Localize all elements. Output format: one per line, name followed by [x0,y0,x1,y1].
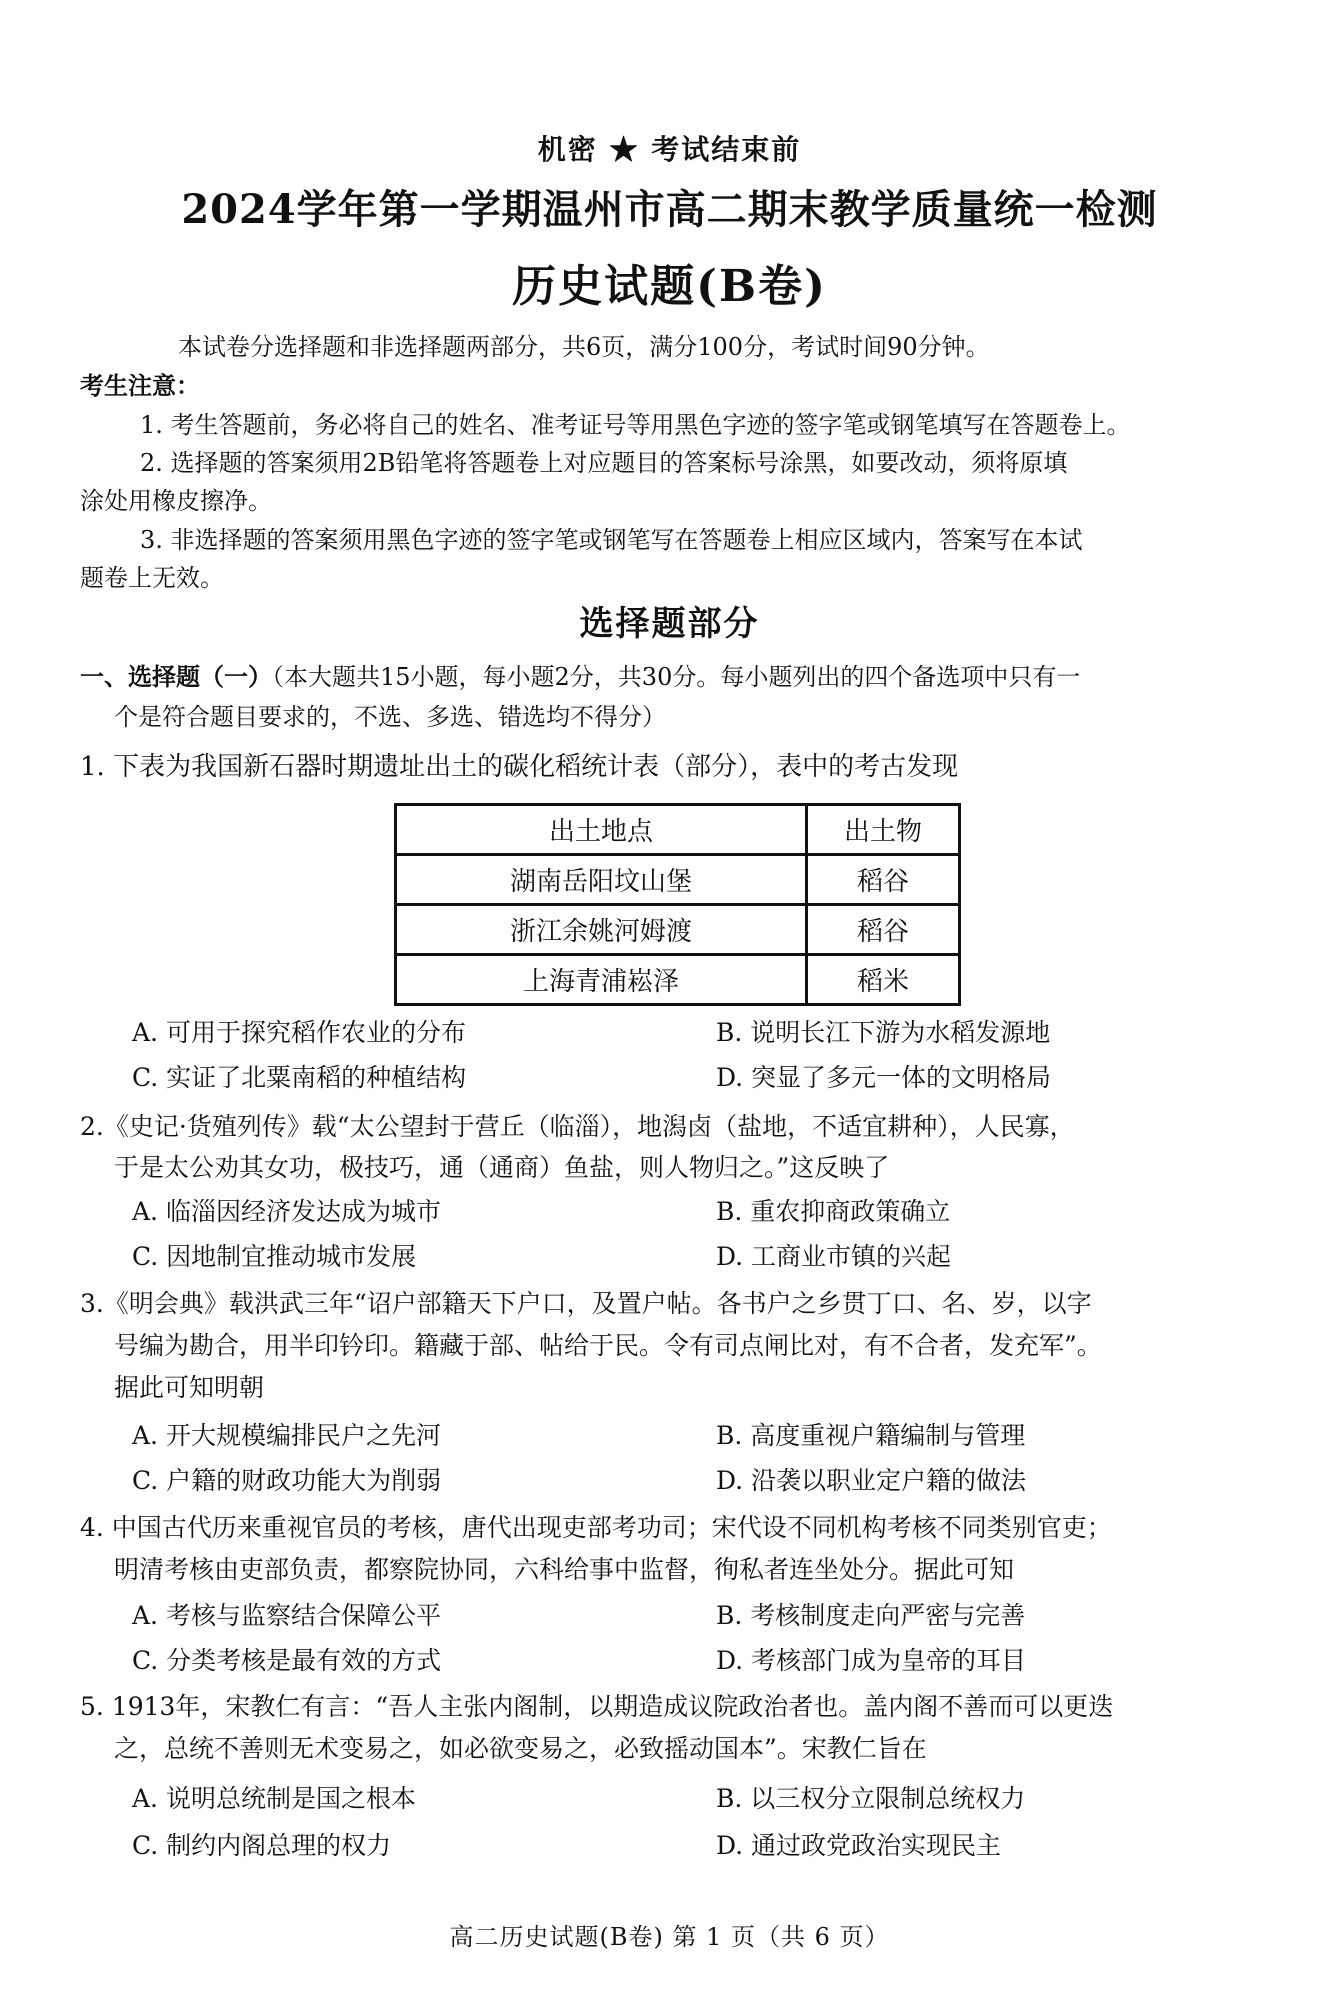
q5-option-d: D. 通过政党政治实现民主 [716,1831,1002,1860]
q4-option-d: D. 考核部门成为皇帝的耳目 [716,1646,1027,1675]
q2-option-a: A. 临淄因经济发达成为城市 [132,1197,441,1226]
q3-option-d: D. 沿袭以职业定户籍的做法 [716,1466,1027,1495]
part-description: （本大题共15小题，每小题2分，共30分。每小题列出的四个备选项中只有一 [272,663,1081,691]
table-row [396,905,960,955]
q3-stem-line2: 号编为勘合，用半印钤印。籍藏于部、帖给于民。令有司点闸比对，有不合者，发充军”。 [114,1331,1102,1360]
q2-stem-line2: 于是太公劝其女功，极技巧，通（通商）鱼盐，则人物归之。”这反映了 [114,1153,890,1182]
q4-stem-line1: 4. 中国古代历来重视官员的考核，唐代出现吏部考功司；宋代设不同机构考核不同类别官吏； [80,1513,1112,1542]
table-row [396,955,960,1005]
table-row [396,855,960,905]
exam-intro: 本试卷分选择题和非选择题两部分，共6页，满分100分，考试时间90分钟。 [178,333,990,361]
q5-stem-line2: 之，总统不善则无术变易之，如必欲变易之，必致摇动国本”。宋教仁旨在 [114,1734,927,1763]
exam-title: 2024学年第一学期温州市高二期末教学质量统一检测 [181,186,1158,233]
notice-heading: 考生注意： [80,371,200,400]
q2-stem-line1: 2.《史记·货殖列传》载“太公望封于营丘（临淄），地潟卤（盐地，不适宜耕种），人民寡， [80,1112,1075,1141]
q3-stem-line3: 据此可知明朝 [114,1373,265,1402]
table-cell: 浙江余姚河姆渡 [396,905,807,955]
q1-table [394,803,961,1006]
table-header-row [396,805,960,855]
q3-stem-line1: 3.《明会典》载洪武三年“诏户部籍天下户口，及置户帖。各书户之乡贯丁口、名、岁，以字 [80,1289,1092,1318]
table-header: 出土物 [807,805,960,855]
table-cell: 上海青浦崧泽 [396,955,807,1005]
confidential-label: 机密 ★ 考试结束前 [537,133,802,166]
q3-option-c: C. 户籍的财政功能大为削弱 [132,1466,442,1495]
part-label: 一、选择题（一） [80,662,272,691]
notice-item-2-line1: 2. 选择题的答案须用2B铅笔将答题卷上对应题目的答案标号涂黑，如要改动，须将原填 [140,449,1068,477]
table-cell: 稻谷 [807,905,960,955]
q4-option-c: C. 分类考核是最有效的方式 [132,1646,442,1675]
part-description-line2: 个是符合题目要求的，不选、多选、错选均不得分） [114,703,666,731]
q1-option-a: A. 可用于探究稻作农业的分布 [132,1018,466,1047]
q5-stem-line1: 5. 1913年，宋教仁有言：“吾人主张内阁制，以期造成议院政治者也。盖内阁不善而可以更迭 [80,1692,1114,1721]
notice-item-2-line2: 涂处用橡皮擦净。 [80,487,272,515]
q1-stem: 1. 下表为我国新石器时期遗址出土的碳化稻统计表（部分），表中的考古发现 [80,752,959,782]
table-header: 出土地点 [396,805,807,855]
q3-option-a: A. 开大规模编排民户之先河 [132,1421,441,1450]
q4-option-a: A. 考核与监察结合保障公平 [132,1601,441,1630]
part-heading [80,657,1080,692]
section-title: 选择题部分 [579,604,760,644]
q4-option-b: B. 考核制度走向严密与完善 [716,1601,1026,1630]
q2-option-c: C. 因地制宜推动城市发展 [132,1242,417,1271]
page-footer: 高二历史试题(B卷) 第 1 页（共 6 页） [449,1923,890,1951]
notice-item-1: 1. 考生答题前，务必将自己的姓名、准考证号等用黑色字迹的签字笔或钢笔填写在答题卷上。 [140,411,1131,439]
q4-stem-line2: 明清考核由吏部负责，都察院协同，六科给事中监督，徇私者连坐处分。据此可知 [114,1555,1015,1584]
q5-option-c: C. 制约内阁总理的权力 [132,1831,392,1860]
notice-item-3-line2: 题卷上无效。 [80,564,224,592]
notice-item-3-line1: 3. 非选择题的答案须用黑色字迹的签字笔或钢笔写在答题卷上相应区域内，答案写在本试 [140,526,1083,554]
table-cell: 湖南岳阳坟山堡 [396,855,807,905]
q2-option-b: B. 重农抑商政策确立 [716,1197,951,1226]
q5-option-a: A. 说明总统制是国之根本 [132,1784,416,1813]
q3-option-b: B. 高度重视户籍编制与管理 [716,1421,1026,1450]
q2-option-d: D. 工商业市镇的兴起 [716,1242,952,1271]
q1-option-d: D. 突显了多元一体的文明格局 [716,1063,1052,1092]
exam-subtitle: 历史试题(B卷) [512,261,827,312]
q1-option-c: C. 实证了北粟南稻的种植结构 [132,1063,467,1092]
q5-option-b: B. 以三权分立限制总统权力 [716,1784,1026,1813]
q1-option-b: B. 说明长江下游为水稻发源地 [716,1018,1051,1047]
table-cell: 稻米 [807,955,960,1005]
table-cell: 稻谷 [807,855,960,905]
